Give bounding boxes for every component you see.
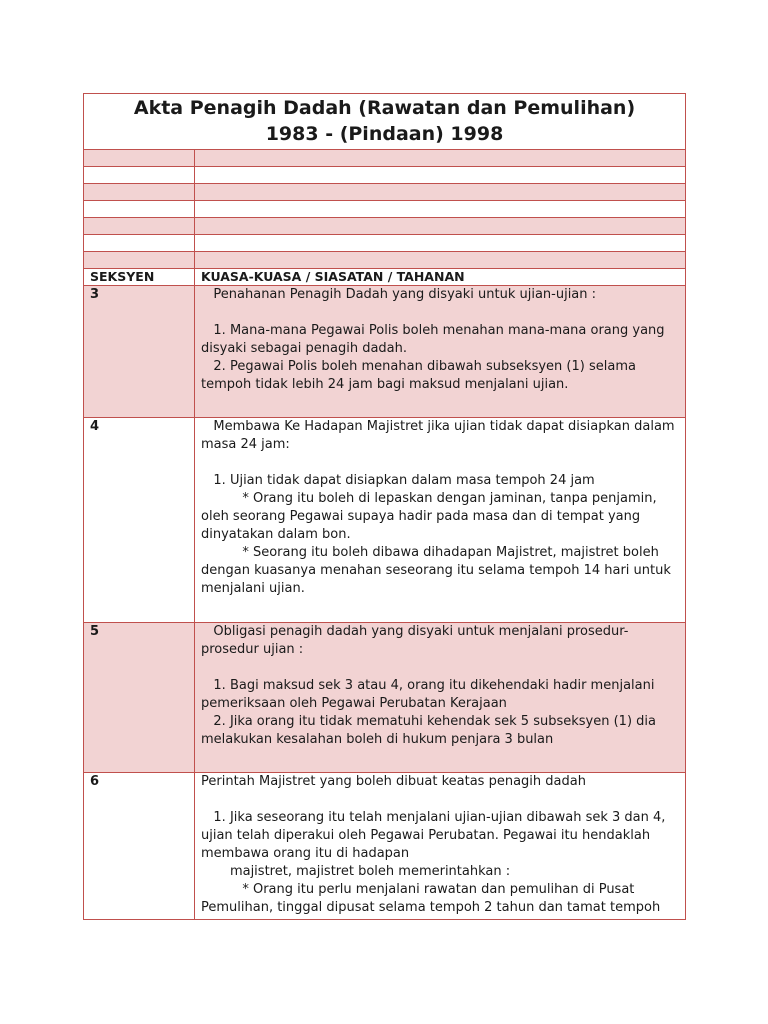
- blank-cell: [195, 150, 686, 167]
- blank-cell: [195, 201, 686, 218]
- document-title: [84, 94, 686, 150]
- section-content: [195, 623, 686, 773]
- section-item: 1. Mana-mana Pegawai Polis boleh menahan mana-mana orang yang disyaki sebagai penagih dadah.: [201, 323, 669, 356]
- section-item: * Seorang itu boleh dibawa dihadapan Majistret, majistret boleh dengan kuasanya menahan seseorang itu selama tempoh 14 hari untuk menjalani ujian.: [201, 545, 676, 596]
- section-row: [84, 286, 686, 418]
- section-item: * Orang itu boleh di lepaskan dengan jaminan, tanpa penjamin, oleh seorang Pegawai supaya hadir pada masa dan di tempat yang dinyatakan dalam bon.: [201, 491, 661, 542]
- blank-row: [84, 235, 686, 252]
- title-line-1: Akta Penagih Dadah (Rawatan dan Pemulihan): [133, 97, 636, 119]
- blank-row: [84, 218, 686, 235]
- title-row: [84, 94, 686, 150]
- section-content: [195, 773, 686, 920]
- section-item: 2. Jika orang itu tidak mematuhi kehendak sek 5 subseksyen (1) dia melakukan kesalahan boleh di hukum penjara 3 bulan: [201, 714, 661, 747]
- section-content: [195, 286, 686, 418]
- blank-row: [84, 184, 686, 201]
- section-content: [195, 418, 686, 623]
- section-item: 1. Ujian tidak dapat disiapkan dalam masa tempoh 24 jam: [201, 473, 595, 488]
- blank-cell: [195, 252, 686, 269]
- section-heading: Penahanan Penagih Dadah yang disyaki untuk ujian-ujian :: [201, 287, 597, 302]
- header-kuasa: KUASA-KUASA / SIASATAN / TAHANAN: [195, 269, 686, 286]
- section-row: [84, 773, 686, 920]
- section-number: 3: [84, 286, 195, 418]
- blank-cell: [84, 150, 195, 167]
- section-number: 4: [84, 418, 195, 623]
- blank-cell: [84, 235, 195, 252]
- section-item: majistret, majistret boleh memerintahkan :: [201, 864, 511, 879]
- blank-cell: [195, 218, 686, 235]
- section-heading: Perintah Majistret yang boleh dibuat keatas penagih dadah: [201, 774, 586, 789]
- section-row: [84, 418, 686, 623]
- blank-cell: [195, 235, 686, 252]
- section-item: 1. Bagi maksud sek 3 atau 4, orang itu dikehendaki hadir menjalani pemeriksaan oleh Pegawai Perubatan Kerajaan: [201, 678, 659, 711]
- section-heading: Membawa Ke Hadapan Majistret jika ujian tidak dapat disiapkan dalam masa 24 jam:: [201, 419, 679, 452]
- section-item: 1. Jika seseorang itu telah menjalani ujian-ujian dibawah sek 3 dan 4, ujian telah diperakui oleh Pegawai Perubatan. Pegawai itu hendaklah membawa orang itu di hadapan: [201, 810, 670, 861]
- section-item: 2. Pegawai Polis boleh menahan dibawah subseksyen (1) selama tempoh tidak lebih 24 jam bagi maksud menjalani ujian.: [201, 359, 641, 392]
- blank-row: [84, 252, 686, 269]
- blank-cell: [195, 184, 686, 201]
- section-number: 5: [84, 623, 195, 773]
- blank-row: [84, 167, 686, 184]
- blank-cell: [84, 218, 195, 235]
- act-table: [83, 93, 686, 920]
- blank-cell: [84, 252, 195, 269]
- section-row: [84, 623, 686, 773]
- title-line-2: 1983 - (Pindaan) 1998: [265, 123, 504, 145]
- section-item: * Orang itu perlu menjalani rawatan dan pemulihan di Pusat Pemulihan, tinggal dipusat selama tempoh 2 tahun dan tamat tempoh: [201, 882, 661, 915]
- column-header-row: [84, 269, 686, 286]
- blank-row: [84, 150, 686, 167]
- blank-cell: [195, 167, 686, 184]
- header-seksyen: SEKSYEN: [84, 269, 195, 286]
- blank-row: [84, 201, 686, 218]
- blank-cell: [84, 167, 195, 184]
- section-number: 6: [84, 773, 195, 920]
- section-heading: Obligasi penagih dadah yang disyaki untuk menjalani prosedur-prosedur ujian :: [201, 624, 629, 657]
- blank-cell: [84, 184, 195, 201]
- blank-cell: [84, 201, 195, 218]
